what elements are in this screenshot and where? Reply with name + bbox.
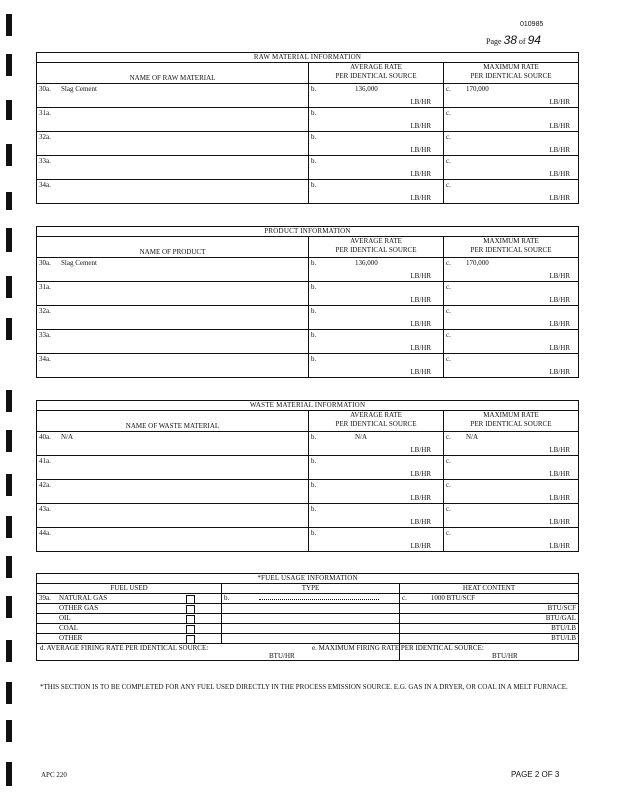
table-row bbox=[37, 456, 579, 480]
field-letter: c. bbox=[446, 133, 451, 141]
table-row bbox=[37, 108, 579, 132]
name-field[interactable] bbox=[37, 132, 309, 156]
row-label: 32a. bbox=[39, 307, 51, 315]
row-label: 44a. bbox=[39, 529, 51, 537]
fuel-name: OTHER bbox=[59, 634, 83, 642]
column-header: NAME OF PRODUCT bbox=[37, 237, 309, 258]
fuel-name: COAL bbox=[59, 624, 79, 632]
waste-material-table bbox=[36, 400, 579, 552]
fuel-used-cell bbox=[37, 634, 222, 644]
unit-label: LB/HR bbox=[549, 194, 571, 202]
fuel-name: NATURAL GAS bbox=[59, 594, 108, 602]
row-label: 41a. bbox=[39, 457, 51, 465]
section-title: WASTE MATERIAL INFORMATION bbox=[37, 401, 579, 411]
maximum-rate-field[interactable] bbox=[444, 306, 579, 330]
field-letter: b. bbox=[311, 259, 317, 267]
page-number bbox=[486, 33, 541, 47]
unit-label: LB/HR bbox=[410, 272, 431, 280]
field-letter: b. bbox=[311, 457, 317, 465]
binder-bar bbox=[6, 682, 12, 704]
field-letter: b. bbox=[311, 355, 317, 363]
binder-bar bbox=[6, 54, 12, 76]
field-letter: b. bbox=[311, 505, 317, 513]
unit-label: LB/HR bbox=[549, 320, 571, 328]
average-rate-field[interactable] bbox=[309, 354, 444, 378]
binder-bar bbox=[6, 474, 12, 496]
field-letter: b. bbox=[311, 181, 317, 189]
row-label: 30a. bbox=[39, 85, 51, 93]
field-letter: b. bbox=[311, 157, 317, 165]
row-label: 34a. bbox=[39, 355, 51, 363]
name-field[interactable] bbox=[37, 156, 309, 180]
binder-bar bbox=[6, 14, 12, 36]
type-cell[interactable] bbox=[222, 594, 400, 604]
maximum-rate-field[interactable] bbox=[444, 258, 579, 282]
average-rate-field[interactable] bbox=[309, 84, 444, 108]
field-letter: c. bbox=[446, 529, 451, 537]
field-letter: b. bbox=[311, 283, 317, 291]
unit-label: LB/HR bbox=[410, 542, 431, 550]
fuel-row bbox=[37, 614, 579, 624]
unit-label: LB/HR bbox=[549, 170, 571, 178]
column-header: MAXIMUM RATE PER IDENTICAL SOURCE bbox=[444, 411, 579, 432]
field-letter: b. bbox=[311, 133, 317, 141]
average-rate-field[interactable] bbox=[309, 480, 444, 504]
heat-content-cell[interactable] bbox=[400, 624, 579, 634]
field-letter: b. bbox=[311, 109, 317, 117]
column-header: TYPE bbox=[222, 584, 400, 594]
table-row bbox=[37, 156, 579, 180]
unit-label: LB/HR bbox=[410, 470, 431, 478]
unit-label: LB/HR bbox=[410, 368, 431, 376]
binder-bar bbox=[6, 228, 12, 252]
name-field[interactable] bbox=[37, 480, 309, 504]
unit-label: LB/HR bbox=[410, 518, 431, 526]
binder-bar bbox=[6, 516, 12, 538]
heat-content-cell[interactable] bbox=[400, 614, 579, 624]
table-row bbox=[37, 528, 579, 552]
field-letter: b. bbox=[311, 85, 317, 93]
name-field[interactable] bbox=[37, 504, 309, 528]
maximum-rate-field[interactable] bbox=[444, 282, 579, 306]
type-cell[interactable] bbox=[222, 614, 400, 624]
binder-bar bbox=[6, 640, 12, 662]
fuel-used-cell bbox=[37, 604, 222, 614]
unit-label: LB/HR bbox=[410, 320, 431, 328]
fuel-name: OIL bbox=[59, 614, 71, 622]
field-letter: c. bbox=[446, 307, 451, 315]
maximum-rate-field[interactable] bbox=[444, 108, 579, 132]
binder-bar bbox=[6, 390, 12, 412]
maximum-rate-field[interactable] bbox=[444, 132, 579, 156]
name-field[interactable] bbox=[37, 528, 309, 552]
row-label: 40a. bbox=[39, 433, 51, 441]
average-rate-field[interactable] bbox=[309, 180, 444, 204]
name-value: Slag Cement bbox=[61, 259, 97, 267]
unit-label: LB/HR bbox=[549, 542, 571, 550]
unit-label: LB/HR bbox=[410, 296, 431, 304]
fuel-row bbox=[37, 634, 579, 644]
fuel-note: *THIS SECTION IS TO BE COMPLETED FOR ANY FUEL USED DIRECTLY IN THE PROCESS EMISSION SOURCE. E.G. GAS IN A DRYER, OR COAL IN A MELT FURNACE. bbox=[40, 683, 568, 691]
type-cell[interactable] bbox=[222, 634, 400, 644]
fuel-row-label: 39a. bbox=[39, 594, 51, 602]
row-label: 31a. bbox=[39, 109, 51, 117]
page-of: of bbox=[518, 37, 526, 46]
section-title: RAW MATERIAL INFORMATION bbox=[37, 53, 579, 63]
maximum-rate-field[interactable] bbox=[444, 156, 579, 180]
maximum-rate-value: 170,000 bbox=[466, 85, 489, 93]
document-number: 010985 bbox=[520, 21, 544, 28]
row-label: 31a. bbox=[39, 283, 51, 291]
table-row bbox=[37, 258, 579, 282]
name-field[interactable] bbox=[37, 456, 309, 480]
column-header: FUEL USED bbox=[37, 584, 222, 594]
table-row bbox=[37, 306, 579, 330]
average-rate-field[interactable] bbox=[309, 108, 444, 132]
maximum-rate-field[interactable] bbox=[444, 84, 579, 108]
unit-label: LB/HR bbox=[549, 518, 571, 526]
unit-label: LB/HR bbox=[410, 146, 431, 154]
field-letter: c. bbox=[446, 433, 451, 441]
average-rate-field[interactable] bbox=[309, 432, 444, 456]
max-firing-rate-cell[interactable] bbox=[312, 644, 579, 661]
table-row bbox=[37, 330, 579, 354]
page-label: Page bbox=[486, 37, 502, 46]
unit-label: LB/HR bbox=[410, 98, 431, 106]
form-id: APC 220 bbox=[41, 771, 67, 779]
type-cell[interactable] bbox=[222, 604, 400, 614]
field-letter: c. bbox=[446, 85, 451, 93]
fuel-usage-table bbox=[36, 573, 579, 661]
field-letter: c. bbox=[446, 331, 451, 339]
field-letter: b. bbox=[311, 529, 317, 537]
average-rate-field[interactable] bbox=[309, 330, 444, 354]
heat-content-value: BTU/LB bbox=[551, 634, 577, 642]
field-letter: c. bbox=[446, 157, 451, 165]
name-field[interactable] bbox=[37, 258, 309, 282]
type-label: b. bbox=[224, 594, 230, 602]
maximum-rate-value: 170,000 bbox=[466, 259, 489, 267]
unit-label: LB/HR bbox=[549, 146, 571, 154]
heat-content-cell[interactable] bbox=[400, 604, 579, 614]
maximum-rate-field[interactable] bbox=[444, 180, 579, 204]
max-firing-rate-unit: BTU/HR bbox=[492, 652, 518, 660]
average-rate-field[interactable] bbox=[309, 282, 444, 306]
unit-label: LB/HR bbox=[410, 194, 431, 202]
field-letter: c. bbox=[446, 259, 451, 267]
unit-label: LB/HR bbox=[549, 122, 571, 130]
column-header: AVERAGE RATE PER IDENTICAL SOURCE bbox=[309, 237, 444, 258]
maximum-rate-field[interactable] bbox=[444, 432, 579, 456]
row-label: 33a. bbox=[39, 157, 51, 165]
binder-bar bbox=[6, 192, 12, 210]
name-field[interactable] bbox=[37, 180, 309, 204]
binder-bar bbox=[6, 100, 12, 120]
table-row bbox=[37, 132, 579, 156]
table-row bbox=[37, 354, 579, 378]
section-title: *FUEL USAGE INFORMATION bbox=[37, 574, 579, 584]
column-header: HEAT CONTENT bbox=[400, 584, 579, 594]
table-row bbox=[37, 480, 579, 504]
row-label: 43a. bbox=[39, 505, 51, 513]
binder-bar bbox=[6, 318, 12, 340]
page-footer: PAGE 2 OF 3 bbox=[511, 770, 560, 779]
average-rate-field[interactable] bbox=[309, 156, 444, 180]
name-field[interactable] bbox=[37, 282, 309, 306]
field-letter: c. bbox=[446, 283, 451, 291]
field-letter: b. bbox=[311, 433, 317, 441]
name-field[interactable] bbox=[37, 432, 309, 456]
row-label: 34a. bbox=[39, 181, 51, 189]
fuel-used-cell bbox=[37, 594, 222, 604]
field-letter: c. bbox=[446, 457, 451, 465]
heat-content-value: BTU/GAL bbox=[545, 614, 577, 622]
column-header: NAME OF RAW MATERIAL bbox=[37, 63, 309, 84]
name-field[interactable] bbox=[37, 84, 309, 108]
fuel-row bbox=[37, 604, 579, 614]
maximum-rate-field[interactable] bbox=[444, 330, 579, 354]
fuel-used-cell bbox=[37, 624, 222, 634]
name-value: N/A bbox=[61, 433, 74, 441]
average-rate-field[interactable] bbox=[309, 258, 444, 282]
average-rate-value: 136,000 bbox=[355, 259, 378, 267]
maximum-rate-field[interactable] bbox=[444, 354, 579, 378]
avg-firing-rate-label: d. AVERAGE FIRING RATE PER IDENTICAL SOURCE: bbox=[40, 644, 209, 652]
column-header: MAXIMUM RATE PER IDENTICAL SOURCE bbox=[444, 237, 579, 258]
field-letter: c. bbox=[446, 481, 451, 489]
binder-bar bbox=[6, 144, 12, 166]
unit-label: LB/HR bbox=[410, 446, 431, 454]
maximum-rate-field[interactable] bbox=[444, 528, 579, 552]
heat-content-value: BTU/LB bbox=[551, 624, 577, 632]
table-row bbox=[37, 432, 579, 456]
binder-bar bbox=[6, 276, 12, 298]
column-header: AVERAGE RATE PER IDENTICAL SOURCE bbox=[309, 63, 444, 84]
name-field[interactable] bbox=[37, 306, 309, 330]
field-letter: b. bbox=[311, 481, 317, 489]
unit-label: LB/HR bbox=[410, 122, 431, 130]
maximum-rate-value: N/A bbox=[466, 433, 479, 441]
maximum-rate-field[interactable] bbox=[444, 504, 579, 528]
field-letter: b. bbox=[311, 331, 317, 339]
column-header: NAME OF WASTE MATERIAL bbox=[37, 411, 309, 432]
average-rate-field[interactable] bbox=[309, 132, 444, 156]
fuel-name: OTHER GAS bbox=[59, 604, 99, 612]
column-header: MAXIMUM RATE PER IDENTICAL SOURCE bbox=[444, 63, 579, 84]
unit-label: LB/HR bbox=[549, 368, 571, 376]
row-label: 42a. bbox=[39, 481, 51, 489]
average-rate-field[interactable] bbox=[309, 528, 444, 552]
max-firing-rate-label: e. MAXIMUM FIRING RATE PER IDENTICAL SOURCE: bbox=[312, 644, 484, 652]
field-letter: c. bbox=[446, 505, 451, 513]
unit-label: LB/HR bbox=[410, 494, 431, 502]
type-cell[interactable] bbox=[222, 624, 400, 634]
heat-content-cell[interactable] bbox=[400, 594, 579, 604]
table-row bbox=[37, 504, 579, 528]
average-rate-field[interactable] bbox=[309, 504, 444, 528]
unit-label: LB/HR bbox=[549, 470, 571, 478]
fuel-row bbox=[37, 594, 579, 604]
average-rate-field[interactable] bbox=[309, 306, 444, 330]
average-rate-value: N/A bbox=[355, 433, 368, 441]
name-field[interactable] bbox=[37, 330, 309, 354]
field-letter: c. bbox=[446, 181, 451, 189]
unit-label: LB/HR bbox=[549, 344, 571, 352]
binder-bar bbox=[6, 596, 12, 618]
table-row bbox=[37, 282, 579, 306]
unit-label: LB/HR bbox=[549, 296, 571, 304]
avg-firing-rate-unit: BTU/HR bbox=[269, 652, 295, 660]
field-letter: c. bbox=[446, 109, 451, 117]
maximum-rate-field[interactable] bbox=[444, 456, 579, 480]
binder-bar bbox=[6, 720, 12, 742]
unit-label: LB/HR bbox=[410, 344, 431, 352]
average-rate-value: 136,000 bbox=[355, 85, 378, 93]
name-value: Slag Cement bbox=[61, 85, 97, 93]
binder-bar bbox=[6, 762, 12, 786]
row-label: 30a. bbox=[39, 259, 51, 267]
heat-content-value: BTU/SCF bbox=[547, 604, 577, 612]
fuel-row bbox=[37, 624, 579, 634]
name-field[interactable] bbox=[37, 354, 309, 378]
binder-bar bbox=[6, 556, 12, 578]
fuel-used-cell bbox=[37, 614, 222, 624]
table-row bbox=[37, 180, 579, 204]
unit-label: LB/HR bbox=[549, 272, 571, 280]
field-letter: c. bbox=[446, 355, 451, 363]
heat-label: c. bbox=[402, 594, 407, 602]
unit-label: LB/HR bbox=[549, 494, 571, 502]
heat-content-value: 1000 BTU/SCF bbox=[430, 594, 476, 602]
column-header: AVERAGE RATE PER IDENTICAL SOURCE bbox=[309, 411, 444, 432]
table-row bbox=[37, 84, 579, 108]
average-rate-field[interactable] bbox=[309, 456, 444, 480]
page-total: 94 bbox=[527, 33, 541, 47]
unit-label: LB/HR bbox=[549, 446, 571, 454]
field-letter: b. bbox=[311, 307, 317, 315]
row-label: 32a. bbox=[39, 133, 51, 141]
binder-bar bbox=[6, 430, 12, 452]
row-label: 33a. bbox=[39, 331, 51, 339]
section-title: PRODUCT INFORMATION bbox=[37, 227, 579, 237]
unit-label: LB/HR bbox=[549, 98, 571, 106]
unit-label: LB/HR bbox=[410, 170, 431, 178]
name-field[interactable] bbox=[37, 108, 309, 132]
heat-content-cell[interactable] bbox=[400, 634, 579, 644]
page-current: 38 bbox=[503, 33, 517, 47]
product-table bbox=[36, 226, 579, 378]
raw-material-table bbox=[36, 52, 579, 204]
maximum-rate-field[interactable] bbox=[444, 480, 579, 504]
